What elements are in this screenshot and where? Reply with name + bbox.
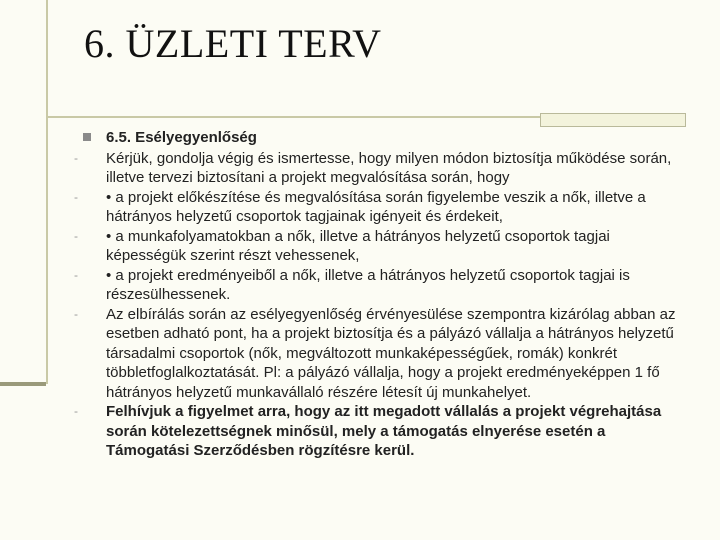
- square-bullet-icon: [83, 133, 91, 141]
- dash-marker: -: [74, 404, 78, 418]
- list-item: [74, 227, 686, 266]
- list-item-text: • a projekt előkészítése és megvalósítása során figyelembe veszik a nők, illetve a hátrányos helyzetű csoportok tagjainak igényeit és érdekeit,: [106, 188, 646, 225]
- list-item: [74, 305, 686, 403]
- list-item-text: • a projekt eredményeiből a nők, illetve a hátrányos helyzetű csoportok tagjai is részesülhessenek.: [106, 266, 630, 303]
- list-item-text: • a munkafolyamatokban a nők, illetve a hátrányos helyzetű csoportok tagjai képességük szerint részt vehessenek,: [106, 227, 610, 264]
- title-divider: [46, 116, 558, 118]
- list-item: [74, 149, 686, 188]
- section-heading-item: [86, 128, 686, 148]
- dash-marker: -: [74, 189, 78, 204]
- list-item: [74, 402, 686, 461]
- section-heading: 6.5. Esélyegyenlőség: [106, 129, 257, 146]
- left-vertical-rule: [46, 0, 48, 384]
- list-item-text: Felhívjuk a figyelmet arra, hogy az itt megadott vállalás a projekt végrehajtása során kötelezettségnek minősül, mely a támogatás elnyerése esetén a Támogatási Szerződésben rögzítésre kerül.: [106, 403, 662, 459]
- left-accent-bar: [0, 382, 46, 386]
- list-item-text: Az elbírálás során az esélyegyenlőség érvényesülése szempontra kizárólag abban az esetben adható pont, ha a projekt biztosítja és a pályázó vállalja a hátrányos helyzetű társadalmi csoportok (nők, megváltozott munkaképességűek, romák) konkrét többletfoglalkoztatását. Pl: a pályázó vállalja, hogy a projekt eredményeképpen 1 fő hátrányos helyzetű munkavállaló részére létesít új munkahelyet.: [106, 305, 676, 401]
- slide-body: [74, 128, 686, 461]
- divider-accent-bar: [540, 113, 686, 127]
- dash-marker: -: [74, 306, 78, 321]
- list-item-text: Kérjük, gondolja végig és ismertesse, hogy milyen módon biztosítja működése során, illetve tervezi biztosítani a projekt megvalósítása során, hogy: [106, 149, 672, 186]
- list-item: [74, 266, 686, 305]
- dash-marker: -: [74, 228, 78, 243]
- slide-title: 6. ÜZLETI TERV: [84, 21, 382, 66]
- dash-marker: -: [74, 150, 78, 165]
- dash-marker: -: [74, 267, 78, 282]
- list-item: [74, 188, 686, 227]
